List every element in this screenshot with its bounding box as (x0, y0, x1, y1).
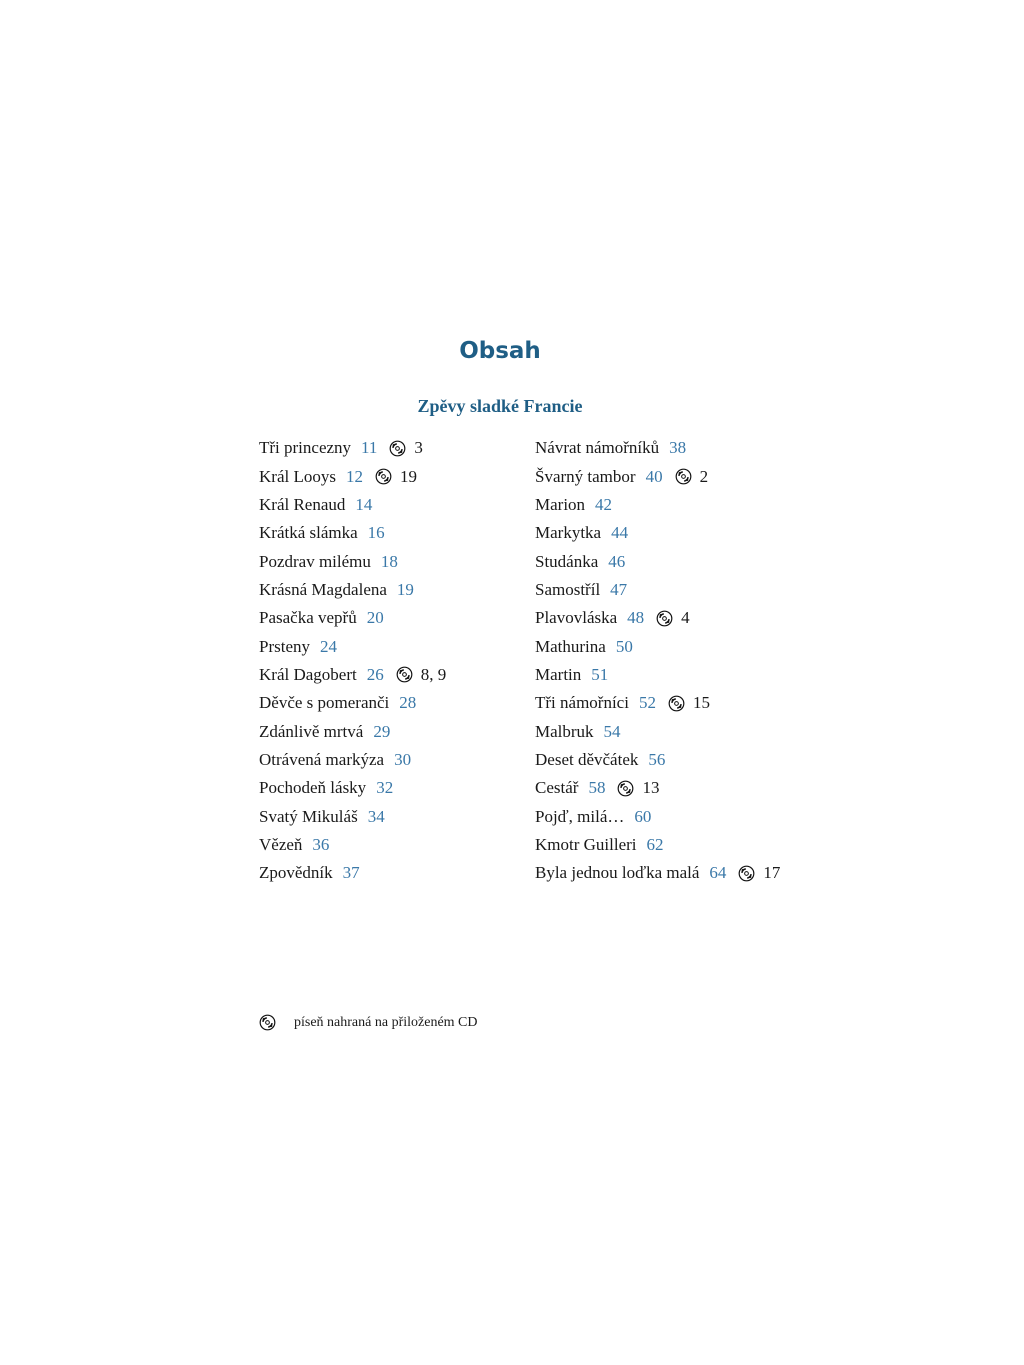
toc-entry-page-number: 40 (645, 466, 663, 486)
toc-entry-page-number: 20 (366, 608, 384, 628)
toc-entry (535, 519, 780, 547)
toc-entry (259, 717, 446, 745)
cd-track-marker (617, 774, 659, 802)
toc-entry-title: Kmotr Guilleri (535, 834, 637, 854)
toc-entry (535, 831, 780, 859)
toc-entry-title: Deset děvčátek (535, 749, 639, 769)
cd-track-marker (396, 661, 447, 689)
toc-entry-title: Krátká slámka (259, 523, 358, 543)
toc-entry (535, 576, 780, 604)
toc-entry-title: Krásná Magdalena (259, 579, 387, 599)
toc-entry (259, 434, 446, 462)
toc-entry (259, 547, 446, 575)
toc-entry (259, 462, 446, 490)
toc-entry-page-number: 50 (615, 636, 633, 656)
toc-entry-page-number: 28 (399, 693, 417, 713)
cd-track-marker (675, 463, 709, 491)
cd-disc-icon (738, 865, 755, 882)
toc-entry-page-number: 54 (603, 721, 621, 741)
toc-entry-page-number: 37 (342, 863, 360, 883)
toc-entry-page-number: 19 (396, 579, 414, 599)
cd-track-number: 19 (399, 466, 417, 486)
toc-entry-title: Zpovědník (259, 863, 333, 883)
cd-disc-icon (668, 695, 685, 712)
cd-disc-icon (259, 1014, 276, 1031)
toc-left-column (259, 434, 446, 888)
toc-entry-title: Král Renaud (259, 494, 346, 514)
toc-right-column (535, 434, 780, 888)
cd-footnote (259, 1014, 478, 1031)
cd-track-number: 15 (692, 693, 710, 713)
toc-entry-title: Zdánlivě mrtvá (259, 721, 364, 741)
cd-track-number: 8, 9 (420, 664, 447, 684)
cd-track-marker (389, 434, 423, 462)
toc-entry-title: Malbruk (535, 721, 594, 741)
toc-entry-title: Pozdrav milému (259, 551, 371, 571)
toc-entry-title: Marion (535, 494, 586, 514)
toc-entry-page-number: 38 (669, 438, 687, 458)
toc-entry-title: Vězeň (259, 834, 303, 854)
toc-entry-title: Pochodeň lásky (259, 778, 367, 798)
toc-entry (535, 774, 780, 802)
toc-entry (535, 434, 780, 462)
toc-entry-title: Byla jednou loďka malá (535, 863, 700, 883)
toc-entry-title: Mathurina (535, 636, 606, 656)
toc-entry (535, 859, 780, 887)
toc-entry-page-number: 34 (367, 806, 385, 826)
toc-entry-title: Otrávená markýza (259, 749, 385, 769)
toc-entry-title: Děvče s pomeranči (259, 693, 390, 713)
toc-entry-title: Cestář (535, 778, 579, 798)
toc-entry-title: Král Dagobert (259, 664, 357, 684)
page-title: Obsah (459, 338, 541, 364)
toc-entry (259, 802, 446, 830)
cd-track-number: 2 (699, 466, 709, 486)
toc-entry-title: Martin (535, 664, 582, 684)
toc-entry (259, 859, 446, 887)
toc-entry-title: Návrat námořníků (535, 438, 660, 458)
toc-entry-page-number: 64 (709, 863, 727, 883)
toc-entry-page-number: 36 (312, 834, 330, 854)
cd-track-marker (656, 604, 690, 632)
toc-entry-title: Svatý Mikuláš (259, 806, 358, 826)
cd-disc-icon (617, 780, 634, 797)
toc-entry (535, 661, 780, 689)
toc-entry-page-number: 29 (373, 721, 391, 741)
toc-entry (535, 547, 780, 575)
toc-entry-title: Plavovláska (535, 608, 618, 628)
toc-entry-page-number: 58 (588, 778, 606, 798)
toc-entry-page-number: 42 (595, 494, 613, 514)
toc-entry-page-number: 12 (345, 466, 363, 486)
footnote-text: píseň nahraná na přiloženém CD (294, 1014, 478, 1030)
toc-entry-page-number: 24 (320, 636, 337, 656)
toc-entry (535, 746, 780, 774)
toc-entry-page-number: 14 (355, 494, 373, 514)
cd-disc-icon (656, 610, 673, 627)
toc-entry (259, 661, 446, 689)
toc-entry-title: Pojď, milá… (535, 806, 625, 826)
toc-entry (535, 491, 780, 519)
cd-disc-icon (396, 666, 413, 683)
toc-entry-page-number: 62 (646, 834, 664, 854)
toc-entry (259, 491, 446, 519)
toc-entry (259, 604, 446, 632)
cd-track-marker (738, 859, 780, 887)
toc-entry-page-number: 11 (361, 438, 378, 458)
toc-entry-title: Markytka (535, 523, 602, 543)
toc-entry (535, 802, 780, 830)
toc-entry-page-number: 32 (376, 778, 394, 798)
cd-track-number: 17 (763, 863, 781, 883)
toc-entry-page-number: 46 (608, 551, 626, 571)
cd-track-marker (668, 689, 710, 717)
toc-entry (259, 746, 446, 774)
toc-entry-page-number: 18 (380, 551, 398, 571)
toc-entry-title: Tři princezny (259, 438, 352, 458)
toc-entry-page-number: 48 (627, 608, 645, 628)
cd-track-marker (375, 463, 417, 491)
section-title: Zpěvy sladké Francie (417, 396, 583, 416)
toc-entry-page-number: 26 (366, 664, 384, 684)
cd-disc-icon (389, 440, 406, 457)
toc-entry (259, 774, 446, 802)
toc-entry-page-number: 60 (634, 806, 652, 826)
toc-entry (259, 632, 446, 660)
toc-entry-title: Král Looys (259, 466, 336, 486)
toc-entry-page-number: 16 (367, 523, 385, 543)
toc-entry-title: Pasačka vepřů (259, 608, 357, 628)
toc-entry (535, 604, 780, 632)
toc-entry (259, 576, 446, 604)
cd-track-number: 3 (414, 438, 423, 458)
cd-track-number: 13 (642, 778, 660, 798)
toc-entry (535, 689, 780, 717)
toc-entry (535, 717, 780, 745)
toc-entry-title: Studánka (535, 551, 599, 571)
toc-entry-page-number: 30 (394, 749, 412, 769)
toc-entry (259, 519, 446, 547)
toc-entry-page-number: 51 (591, 664, 609, 684)
toc-entry-page-number: 52 (638, 693, 656, 713)
toc-entry-page-number: 44 (611, 523, 629, 543)
cd-disc-icon (375, 468, 392, 485)
toc-entry (535, 632, 780, 660)
cd-track-number: 4 (681, 608, 690, 628)
toc-entry-page-number: 56 (648, 749, 666, 769)
toc-entry-title: Tři námořníci (535, 693, 629, 713)
toc-entry-title: Samostříl (535, 579, 601, 599)
toc-entry-title: Prsteny (259, 636, 310, 656)
toc-entry (535, 462, 780, 490)
toc-entry-title: Švarný tambor (535, 466, 636, 486)
toc-entry (259, 831, 446, 859)
toc-entry (259, 689, 446, 717)
toc-entry-page-number: 47 (610, 579, 628, 599)
cd-disc-icon (675, 468, 692, 485)
